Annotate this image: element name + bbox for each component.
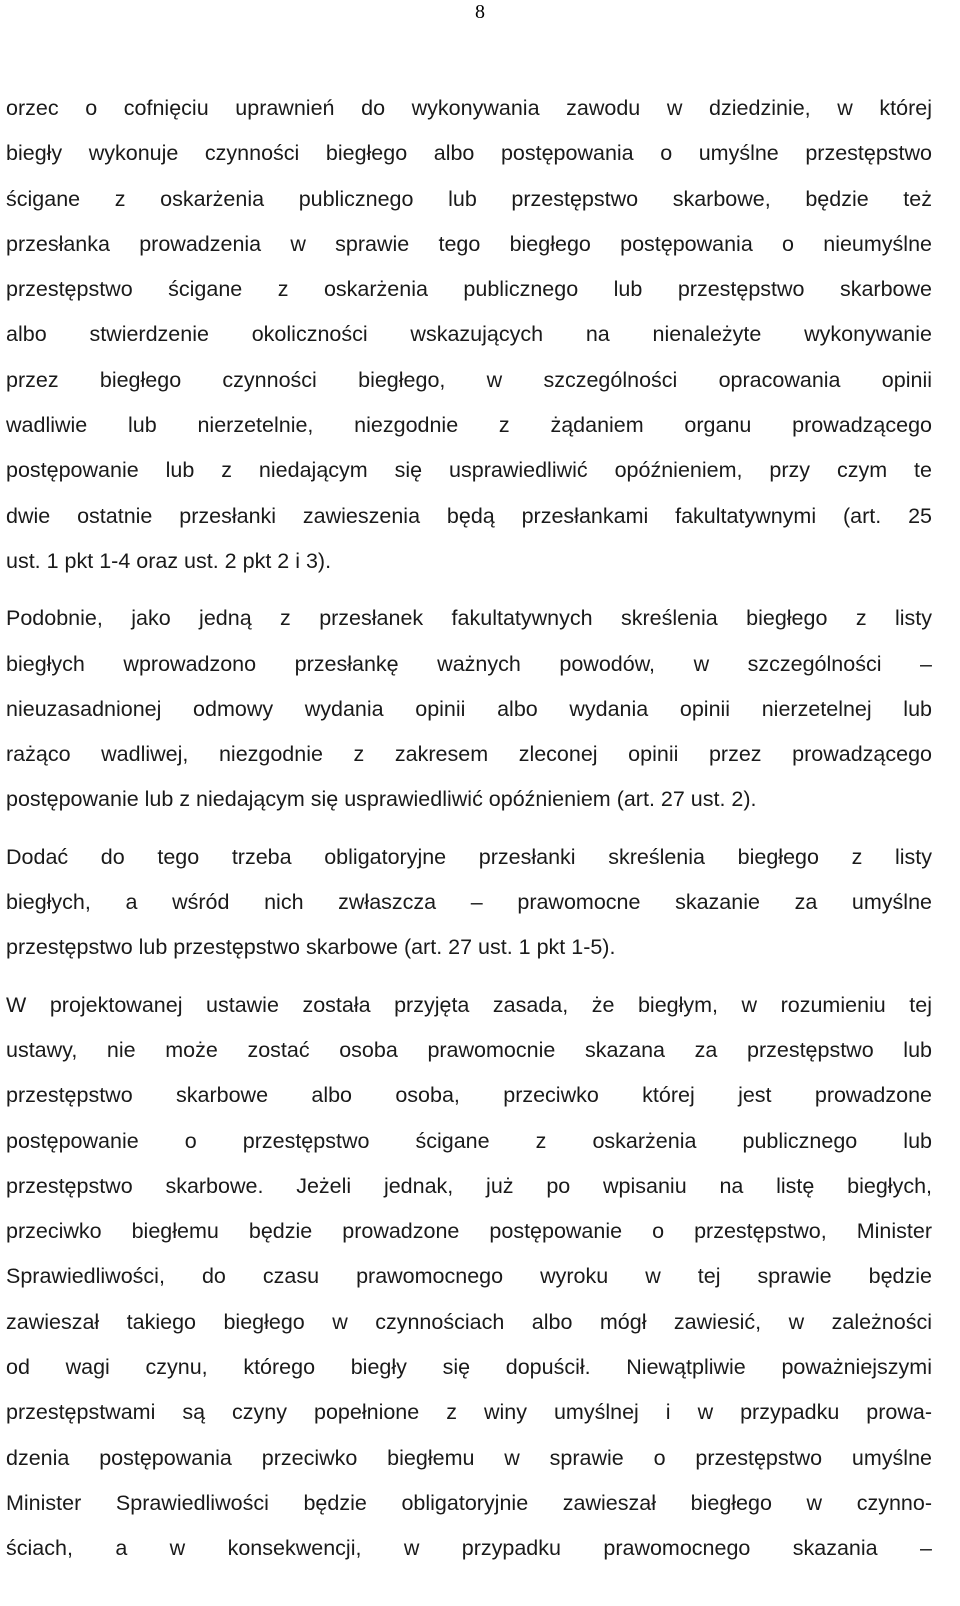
text-line: ściach, a w konsekwencji, w przypadku prawomocnego skazania –: [6, 1536, 932, 1561]
text-line: dzenia postępowania przeciwko biegłemu w sprawie o przestępstwo umyślne: [6, 1445, 932, 1470]
text-line: przestępstwami są czyny popełnione z winy umyślnej i w przypadku prowa-: [6, 1400, 932, 1425]
text-line: postępowanie lub z niedającym się usprawiedliwić opóźnieniem (art. 27 ust. 2).: [6, 787, 757, 812]
text-line: przestępstwo skarbowe albo osoba, przeciwko której jest prowadzone: [6, 1083, 932, 1108]
paragraph: [6, 835, 932, 971]
text-line: ust. 1 pkt 1-4 oraz ust. 2 pkt 2 i 3).: [6, 548, 332, 573]
text-line: od wagi czynu, którego biegły się dopuścił. Niewątpliwie poważniejszymi: [6, 1355, 932, 1380]
text-line: przestępstwo skarbowe. Jeżeli jednak, już po wpisaniu na listę biegłych,: [6, 1173, 932, 1198]
paragraph: [6, 86, 932, 584]
text-line: orzec o cofnięciu uprawnień do wykonywania zawodu w dziedzinie, w której: [6, 96, 932, 120]
text-line: Sprawiedliwości, do czasu prawomocnego wyroku w tej sprawie będzie: [6, 1264, 932, 1289]
text-line: przestępstwo ścigane z oskarżenia publicznego lub przestępstwo skarbowe: [6, 277, 932, 302]
paragraph: [6, 983, 932, 1572]
text-line: zawieszał takiego biegłego w czynnościach albo mógł zawiesić, w zależności: [6, 1309, 932, 1334]
text-line: przesłanka prowadzenia w sprawie tego biegłego postępowania o nieumyślne: [6, 231, 932, 256]
text-line: albo stwierdzenie okoliczności wskazujących na nienależyte wykonywanie: [6, 322, 932, 347]
text-line: biegłych, a wśród nich zwłaszcza – prawomocne skazanie za umyślne: [6, 890, 932, 915]
text-line: biegłych wprowadzono przesłankę ważnych powodów, w szczególności –: [6, 651, 932, 676]
text-line: nieuzasadnionej odmowy wydania opinii albo wydania opinii nierzetelnej lub: [6, 696, 932, 721]
text-line: ścigane z oskarżenia publicznego lub przestępstwo skarbowe, będzie też: [6, 186, 932, 211]
text-line: rażąco wadliwej, niezgodnie z zakresem zleconej opinii przez prowadzącego: [6, 742, 932, 767]
page-number: 8: [475, 1, 485, 23]
text-line: biegły wykonuje czynności biegłego albo postępowania o umyślne przestępstwo: [6, 141, 932, 166]
text-line: przestępstwo lub przestępstwo skarbowe (art. 27 ust. 1 pkt 1-5).: [6, 935, 616, 960]
text-line: wadliwie lub nierzetelnie, niezgodnie z żądaniem organu prowadzącego: [6, 413, 932, 438]
text-line: Minister Sprawiedliwości będzie obligatoryjnie zawieszał biegłego w czynno-: [6, 1490, 932, 1515]
text-line: dwie ostatnie przesłanki zawieszenia będą przesłankami fakultatywnymi (art. 25: [6, 503, 932, 528]
text-line: Dodać do tego trzeba obligatoryjne przesłanki skreślenia biegłego z listy: [6, 844, 932, 869]
text-line: Podobnie, jako jedną z przesłanek fakultatywnych skreślenia biegłego z listy: [6, 606, 932, 631]
text-line: postępowanie lub z niedającym się usprawiedliwić opóźnieniem, przy czym te: [6, 458, 932, 483]
text-line: przez biegłego czynności biegłego, w szczególności opracowania opinii: [6, 367, 932, 392]
text-line: W projektowanej ustawie została przyjęta zasada, że biegłym, w rozumieniu tej: [6, 992, 932, 1017]
text-line: przeciwko biegłemu będzie prowadzone postępowanie o przestępstwo, Minister: [6, 1219, 932, 1244]
text-line: postępowanie o przestępstwo ścigane z oskarżenia publicznego lub: [6, 1128, 932, 1153]
text-line: ustawy, nie może zostać osoba prawomocnie skazana za przestępstwo lub: [6, 1037, 932, 1062]
paragraph: [6, 596, 932, 822]
document-body: [6, 86, 932, 1584]
